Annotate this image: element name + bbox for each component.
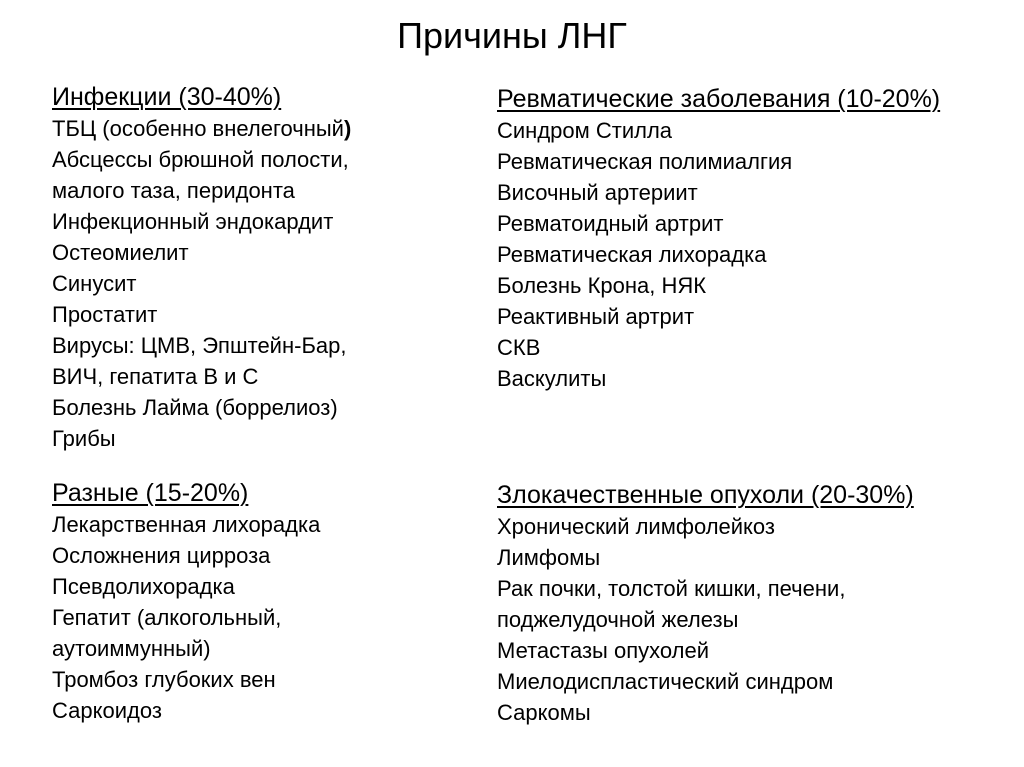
misc-heading: Разные (15-20%)	[52, 479, 249, 507]
rheumatic-heading: Ревматические заболевания (10-20%)	[497, 85, 941, 113]
list-item: Болезнь Крона, НЯК	[497, 273, 707, 298]
infections-heading: Инфекции (30-40%)	[52, 83, 282, 111]
list-item: Реактивный артрит	[497, 304, 695, 329]
list-item: Рак почки, толстой кишки, печени,	[497, 576, 846, 601]
list-item: Миелодиспластический синдром	[497, 669, 834, 694]
list-item: Хронический лимфолейкоз	[497, 514, 776, 539]
list-item: Остеомиелит	[52, 240, 189, 265]
list-item: малого таза, перидонта	[52, 178, 295, 203]
list-item: Тромбоз глубоких вен	[52, 667, 276, 692]
list-item: Псевдолихорадка	[52, 574, 235, 599]
list-item: ВИЧ, гепатита В и С	[52, 364, 259, 389]
list-item: Ревматическая полимиалгия	[497, 149, 793, 174]
rheumatic-list	[497, 115, 940, 394]
list-item: Абсцессы брюшной полости,	[52, 147, 349, 172]
list-item: ТБЦ (особенно внелегочный)	[52, 116, 352, 141]
list-item: Простатит	[52, 302, 158, 327]
oncology-heading: Злокачественные опухоли (20-30%)	[497, 481, 914, 509]
oncology-section	[497, 480, 914, 728]
rheumatic-section	[497, 84, 940, 394]
list-item: Инфекционный эндокардит	[52, 209, 334, 234]
list-item: Грибы	[52, 426, 116, 451]
list-item: аутоиммунный)	[52, 636, 211, 661]
infections-section	[52, 82, 351, 454]
list-item: Болезнь Лайма (боррелиоз)	[52, 395, 338, 420]
misc-list	[52, 509, 320, 726]
list-item: СКВ	[497, 335, 541, 360]
list-item: поджелудочной железы	[497, 607, 739, 632]
list-item: Лекарственная лихорадка	[52, 512, 321, 537]
infections-list	[52, 113, 351, 454]
list-item: Височный артериит	[497, 180, 698, 205]
list-item: Осложнения цирроза	[52, 543, 271, 568]
list-item: Ревматоидный артрит	[497, 211, 724, 236]
list-item: Саркомы	[497, 700, 591, 725]
list-item: Метастазы опухолей	[497, 638, 709, 663]
list-item: Синдром Стилла	[497, 118, 673, 143]
oncology-list	[497, 511, 914, 728]
list-item: Вирусы: ЦМВ, Эпштейн-Бар,	[52, 333, 347, 358]
list-item: Гепатит (алкогольный,	[52, 605, 282, 630]
list-item: Васкулиты	[497, 366, 607, 391]
list-item: Ревматическая лихорадка	[497, 242, 767, 267]
list-item: Саркоидоз	[52, 698, 162, 723]
list-item: Лимфомы	[497, 545, 601, 570]
list-item: Синусит	[52, 271, 137, 296]
misc-section	[52, 478, 320, 726]
page-title: Причины ЛНГ	[397, 15, 627, 56]
